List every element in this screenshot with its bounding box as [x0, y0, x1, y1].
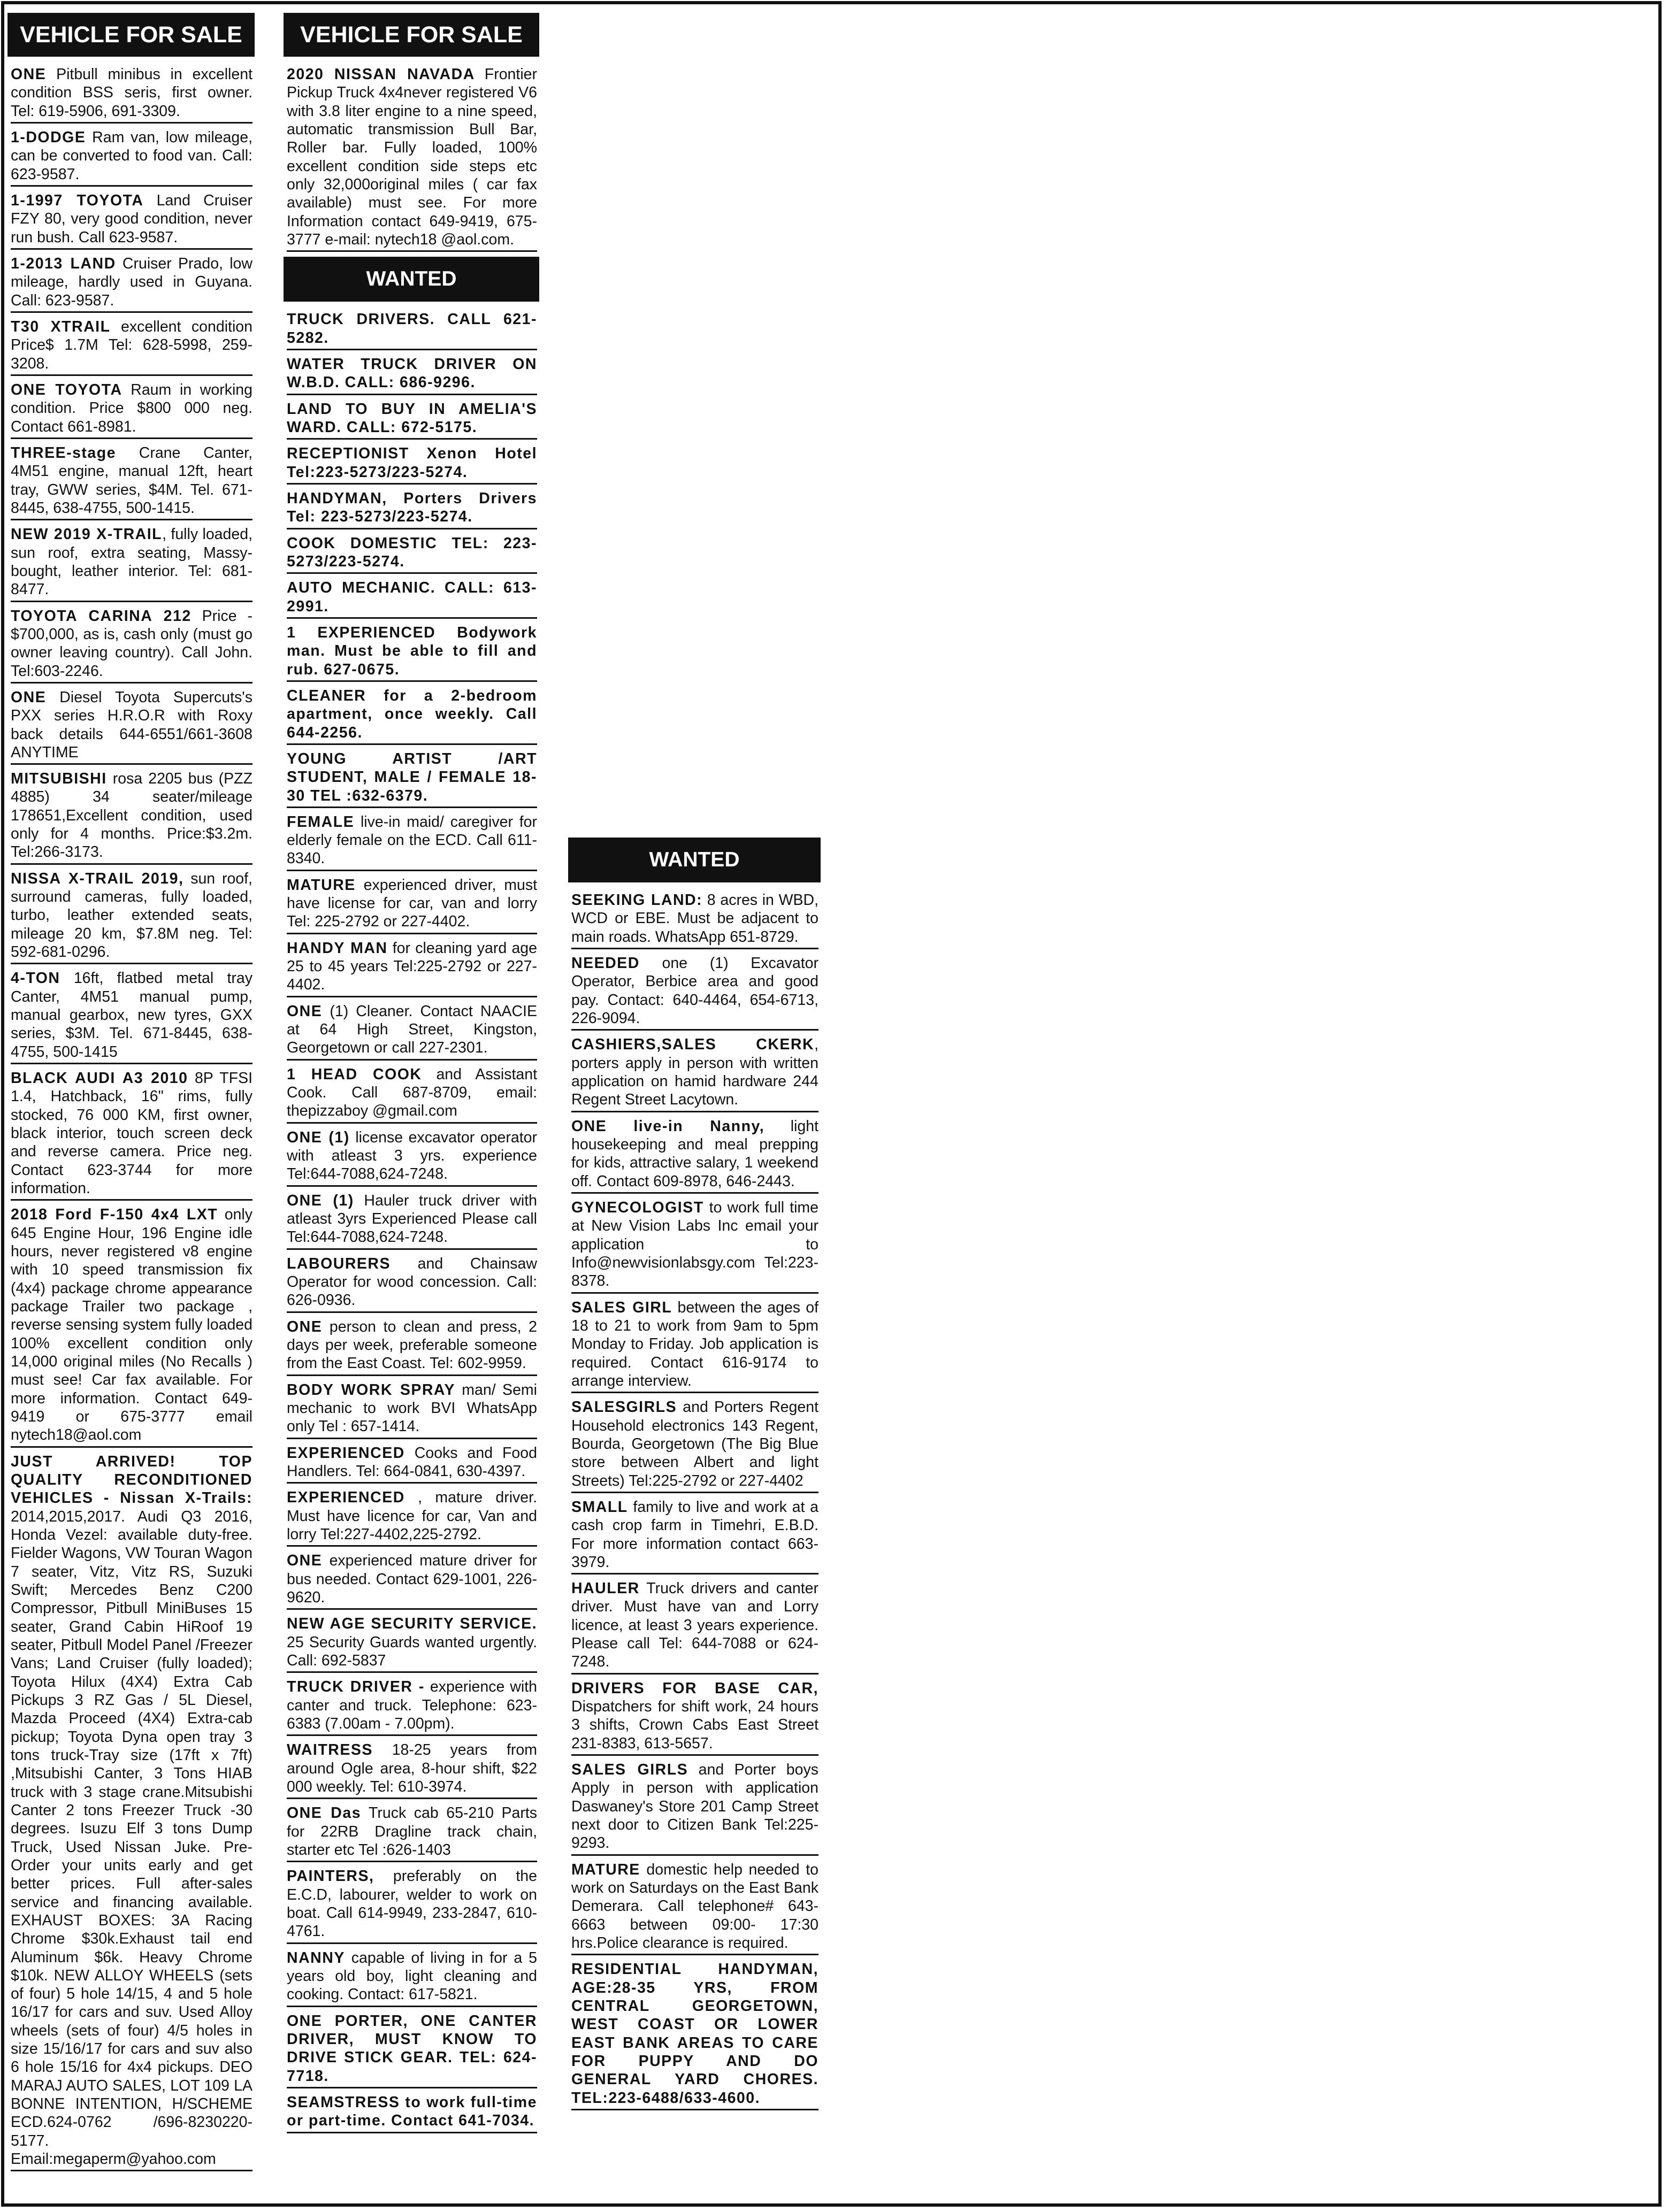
classified-ad	[287, 400, 537, 440]
ad-lead: THREE-stage	[11, 444, 117, 462]
ad-lead: ONE	[287, 1318, 323, 1335]
classified-ad	[287, 1804, 537, 1862]
ad-lead: MATURE	[287, 876, 356, 894]
ad-text: Pitbull minibus in excellent condition BSS seris, first owner. Tel: 619-5906, 691-3309.	[11, 66, 253, 120]
ad-lead: 1 HEAD COOK	[287, 1065, 422, 1083]
classified-ad	[287, 444, 537, 485]
ad-lead: NANNY	[287, 1949, 345, 1967]
ad-lead: NEW 2019 X-TRAIL	[11, 526, 163, 543]
classified-ad	[571, 1117, 818, 1194]
ad-lead: MITSUBISHI	[11, 770, 107, 788]
ad-text: Cruiser Prado, low mileage, hardly used in Guyana. Call: 623-9587.	[11, 255, 253, 309]
ad-lead: 1-1997 TOYOTA	[11, 191, 144, 209]
ad-text: Cooks and Food Handlers. Tel: 664-0841, 630-4397.	[287, 1444, 537, 1480]
ad-lead: ONE	[287, 1002, 323, 1020]
ad-lead: CLEANER for a 2-bedroom apartment, once weekly. Call 644-2256.	[287, 687, 537, 741]
ad-lead: SEEKING LAND:	[571, 892, 703, 909]
ad-lead: YOUNG ARTIST /ART STUDENT, MALE / FEMALE 18-30 TEL :632-6379.	[287, 750, 537, 804]
ad-text: Truck cab 65-210 Parts for 22RB Dragline track chain, starter etc Tel :626-1403	[287, 1804, 537, 1858]
classified-ad	[287, 1949, 537, 2007]
ad-text: (1) Cleaner. Contact NAACIE at 64 High Street, Kingston, Georgetown or call 227-2301.	[287, 1002, 537, 1057]
ad-lead: TRUCK DRIVERS. CALL 621-5282.	[287, 311, 537, 347]
ad-lead: BODY WORK SPRAY	[287, 1381, 455, 1399]
ad-text: and Porter boys Apply in person with application Daswaney's Store 201 Camp Street next door to Citizen Bank Tel:225-9293.	[571, 1761, 818, 1852]
ad-text: and Porters Regent Household electronics 143 Regent, Bourda, Georgetown (The Big Blue store between Albert and light Streets) Tel:225-2792 or 227-4402	[571, 1399, 818, 1489]
ad-text: one (1) Excavator Operator, Berbice area and good pay. Contact: 640-4464, 654-6713, 226-9094.	[571, 954, 818, 1027]
ad-lead: AUTO MECHANIC. CALL: 613-2991.	[287, 579, 537, 615]
classified-ad	[571, 1035, 818, 1112]
classified-ad	[287, 1678, 537, 1736]
classified-ad	[11, 444, 253, 520]
classified-ad	[11, 65, 253, 124]
ad-text: Hauler truck driver with atleast 3yrs Experienced Please call Tel:644-7088,624-7248.	[287, 1192, 537, 1246]
classified-ad	[287, 624, 537, 682]
ad-lead: BLACK AUDI A3 2010	[11, 1070, 188, 1087]
classified-ad	[571, 1679, 818, 1756]
classified-ad	[571, 1761, 818, 1856]
ad-lead: HAULER	[571, 1580, 640, 1597]
ad-text: family to live and work at a cash crop farm in Timehri, E.B.D. For more information contact 663-3979.	[571, 1498, 818, 1571]
ad-list	[7, 57, 255, 2171]
classified-ad	[287, 813, 537, 871]
ad-text: and Chainsaw Operator for wood concession. Call: 626-0936.	[287, 1255, 537, 1309]
ad-lead: 1-DODGE	[11, 128, 86, 146]
ad-lead: HANDYMAN, Porters Drivers Tel: 223-5273/223-5274.	[287, 489, 537, 526]
ad-lead: 4-TON	[11, 970, 60, 987]
classified-ad	[11, 969, 253, 1064]
ad-lead: TRUCK DRIVER -	[287, 1678, 425, 1696]
classified-ad	[287, 1741, 537, 1799]
ad-text: Frontier Pickup Truck 4x4never registered V6 with 3.8 liter engine to a nine speed, automatic transmission Bull Bar, Roller bar. Fully loaded, 100% excellent condition side steps etc only 32,000original miles ( car fax available) must see. For more Information contact 649-9419, 675-3777 e-mail: nytech18 @aol.com.	[287, 66, 537, 248]
ad-lead: ONE PORTER, ONE CANTER DRIVER, MUST KNOW TO DRIVE STICK GEAR. TEL: 624-7718.	[287, 2012, 537, 2085]
ad-lead: MATURE	[571, 1861, 640, 1878]
classified-ad	[571, 1861, 818, 1956]
wanted-list	[284, 302, 539, 2133]
section-heading: WANTED	[568, 838, 821, 882]
ad-lead: NISSA X-TRAIL 2019,	[11, 870, 184, 887]
ad-lead: 2018 Ford F-150 4x4 LXT	[11, 1206, 218, 1224]
ad-text: man/ Semi mechanic to work BVI WhatsApp only Tel : 657-1414.	[287, 1381, 537, 1435]
ad-text: , mature driver. Must have licence for car, Van and lorry Tel:227-4402,225-2792.	[287, 1489, 537, 1543]
classified-ad	[287, 1552, 537, 1610]
ad-text: Ram van, low mileage, can be converted to food van. Call: 623-9587.	[11, 128, 253, 183]
classified-ad	[571, 1398, 818, 1493]
ad-text: Price - $700,000, as is, cash only (must go owner leaving country). Call John. Tel:603-2246.	[11, 607, 253, 680]
ad-text: Dispatchers for shift work, 24 hours 3 shifts, Crown Cabs East Street 231-8383, 613-5657.	[571, 1698, 818, 1752]
classified-ad	[287, 1444, 537, 1484]
classified-ad	[287, 310, 537, 350]
ad-lead: ONE	[11, 66, 47, 83]
classified-ad	[287, 2012, 537, 2088]
classified-ad	[571, 1579, 818, 1675]
ad-text: 16ft, flatbed metal tray Canter, 4M51 manual pump, manual gearbox, new tyres, GXX series, $3M. Tel. 671-8445, 638-4755, 500-1415	[11, 970, 253, 1061]
ad-text: sun roof, surround cameras, fully loaded, turbo, leather extended seats, mileage 20 km, $7.8M neg. Tel: 592-681-0296.	[11, 870, 253, 961]
ad-lead: NEW AGE SECURITY SERVICE.	[287, 1615, 537, 1633]
ad-text: Truck drivers and canter driver. Must have van and Lorry licence, at least 3 years experience. Please call Tel: 644-7088 or 624-7248.	[571, 1580, 818, 1671]
ad-text: Crane Canter, 4M51 engine, manual 12ft, heart tray, GWW series, $4M. Tel. 671-8445, 638-4755, 500-1415.	[11, 444, 253, 517]
classified-ad	[287, 687, 537, 745]
classified-ad	[287, 1255, 537, 1313]
ad-lead: ONE Das	[287, 1804, 362, 1822]
classified-ad	[287, 1488, 537, 1547]
classified-ad	[287, 1002, 537, 1061]
classified-ad	[571, 1199, 818, 1294]
classified-ad	[287, 489, 537, 529]
ad-lead: ONE (1)	[287, 1192, 354, 1209]
classified-ad	[287, 1128, 537, 1187]
classified-ad	[571, 1498, 818, 1574]
ad-lead: ONE live-in Nanny,	[571, 1117, 765, 1135]
ad-text: 2014,2015,2017. Audi Q3 2016, Honda Vezel: available duty-free. Fielder Wagons, VW Touran Wagon 7 seater, Vitz, Vitz RS, Suzuki Swift; Mercedes Benz C200 Compressor, Pitbull MiniBuses 15 seater, Grand Cabin HiRoof 19 seater, Pitbull Model Panel /Freezer Vans; Land Cruiser (fully loaded); Toyota Hilux (4X4) Extra Cab Pickups 3 RZ Gas / 5L Diesel, Mazda Proceed (4X4) Extra-cab pickup; Toyota Dyna open tray 3 tons truck-Tray size (17ft x 7ft) ,Mitsubishi Canter, 3 Tons HIAB truck with 3 stage crane.Mitsubishi Canter 2 tons Freezer Truck -30 degrees. Isuzu Elf 3 tons Dump Truck, Used Nissan Juke. Pre-Order your units early and get better prices. Full after-sales service and financing available. EXHAUST BOXES: 3A Racing Chrome $30k.Exhaust tail end Aluminum $6k. Heavy Chrome $10k. NEW ALLOY WHEELS (sets of four) 5 hole 14/15, 4 and 5 hole 16/17 for cars and suv. Used Alloy wheels (sets of four) 4/5 holes in size 15/16/17 for cars and suv also 6 hole 15/16 for 4x4 pickups. DEO MARAJ AUTO SALES, LOT 109 LA BONNE INTENTION, H/SCHEME ECD.624-0762 /696-8230220-5177. Email:megaperm@yahoo.com	[11, 1508, 253, 2168]
classified-ad	[287, 1192, 537, 1250]
ad-text: domestic help needed to work on Saturdays on the East Bank Demerara. Call telephone# 643-6663 between 09:00- 17:30 hrs.Police clearance is required.	[571, 1861, 818, 1952]
ad-text: 25 Security Guards wanted urgently. Call: 692-5837	[287, 1633, 537, 1669]
ad-lead: 1 EXPERIENCED Bodywork man. Must be able to fill and rub. 627-0675.	[287, 624, 537, 678]
ad-text: capable of living in for a 5 years old boy, light cleaning and cooking. Contact: 617-5821.	[287, 1949, 537, 2003]
classified-ad	[11, 255, 253, 313]
ad-list	[284, 57, 539, 252]
ad-text: Land Cruiser FZY 80, very good condition, never run bush. Call 623-9587.	[11, 191, 253, 246]
ad-lead: ONE TOYOTA	[11, 381, 123, 398]
ad-text: license excavator operator with atleast 3 yrs. experience Tel:644-7088,624-7248.	[287, 1128, 537, 1183]
ad-lead: SEAMSTRESS to work full-time or part-time. Contact 641-7034.	[287, 2093, 537, 2130]
classified-ad	[287, 1318, 537, 1376]
classified-ad	[11, 870, 253, 965]
ad-list	[568, 882, 821, 2110]
ad-text: live-in maid/ caregiver for elderly female on the ECD. Call 611-8340.	[287, 813, 537, 867]
ad-lead: FEMALE	[287, 813, 355, 831]
ad-lead: LAND TO BUY IN AMELIA'S WARD. CALL: 672-5175.	[287, 400, 537, 436]
classified-ad	[287, 2093, 537, 2133]
ad-text: 18-25 years from around Ogle area, 8-hour shift, $22 000 weekly. Tel: 610-3974.	[287, 1741, 537, 1795]
classified-ad	[287, 1867, 537, 1944]
classified-ad	[287, 355, 537, 395]
classified-ad	[11, 688, 253, 765]
ad-lead: EXPERIENCED	[287, 1489, 405, 1507]
classified-ad	[11, 1205, 253, 1447]
wanted-heading: WANTED	[284, 257, 539, 302]
ad-lead: 1-2013 LAND	[11, 255, 116, 272]
ad-lead: ONE	[287, 1552, 323, 1570]
ad-lead: ONE (1)	[287, 1128, 350, 1146]
column-wanted-3	[568, 838, 821, 2115]
ad-lead: JUST ARRIVED! TOP QUALITY RECONDITIONED VEHICLES - Nissan X-Trails:	[11, 1453, 253, 1507]
ad-text: between the ages of 18 to 21 to work from 9am to 5pm Monday to Friday. Job application is required. Contact 616-9174 to arrange interview.	[571, 1299, 818, 1389]
classified-ad	[11, 1069, 253, 1201]
classified-ad	[287, 876, 537, 934]
ad-text: light housekeeping and meal prepping for kids, attractive salary, 1 weekend off. Contact 609-8978, 646-2443.	[571, 1117, 819, 1190]
classified-ad	[11, 607, 253, 683]
classified-ad	[11, 128, 253, 187]
ad-lead: T30 XTRAIL	[11, 318, 111, 335]
classified-ad	[287, 65, 537, 252]
ad-text: Raum in working condition. Price $800 000 neg. Contact 661-8981.	[11, 381, 253, 435]
ad-text: and Assistant Cook. Call 687-8709, email: thepizzaboy @gmail.com	[287, 1065, 537, 1120]
ad-text: to work full time at New Vision Labs Inc email your application to Info@newvisionlabsgy.com Tel:223-8378.	[571, 1199, 818, 1290]
classified-ad	[571, 1960, 818, 2110]
classified-ad	[287, 1381, 537, 1439]
ad-text: experienced mature driver for bus needed. Contact 629-1001, 226-9620.	[287, 1552, 537, 1606]
ad-text: experienced driver, must have license for car, van and lorry Tel: 225-2792 or 227-4402.	[287, 876, 537, 931]
ad-lead: TOYOTA CARINA 212	[11, 607, 192, 625]
ad-text: person to clean and press, 2 days per week, preferable someone from the East Coast. Tel: 602-9959.	[287, 1318, 537, 1372]
section-heading: VEHICLE FOR SALE	[7, 13, 255, 57]
ad-lead: WAITRESS	[287, 1741, 373, 1759]
ad-lead: RECEPTIONIST Xenon Hotel Tel:223-5273/223-5274.	[287, 445, 537, 481]
ad-lead: LABOURERS	[287, 1255, 391, 1272]
ad-text: 8 acres in WBD, WCD or EBE. Must be adjacent to main roads. WhatsApp 651-8729.	[571, 892, 819, 946]
ad-lead: SALES GIRLS	[571, 1761, 688, 1779]
ad-lead: COOK DOMESTIC TEL: 223-5273/223-5274.	[287, 534, 537, 570]
classified-ad	[287, 939, 537, 997]
ad-text: excellent condition Price$ 1.7M Tel: 628-5998, 259-3208.	[11, 318, 253, 372]
ad-lead: NEEDED	[571, 954, 640, 972]
section-heading: VEHICLE FOR SALE	[284, 13, 539, 57]
classified-ad	[287, 1615, 537, 1673]
ad-lead: HANDY MAN	[287, 939, 388, 957]
classified-ad	[11, 191, 253, 250]
ad-text: for cleaning yard age 25 to 45 years Tel:225-2792 or 227-4402.	[287, 939, 537, 994]
classified-ad	[571, 954, 818, 1031]
classified-ad	[287, 579, 537, 619]
classified-ad	[11, 770, 253, 865]
column-vehicle-for-sale-1	[7, 13, 255, 2176]
ad-text: Diesel Toyota Supercuts's PXX series H.R.O.R with Roxy back details 644-6551/661-3608 ANYTIME	[11, 688, 253, 761]
ad-lead: CASHIERS,SALES CKERK	[571, 1036, 815, 1054]
ad-text: , fully loaded, sun roof, extra seating, Massy-bought, leather interior. Tel: 681-8477.	[11, 526, 253, 598]
ad-lead: GYNECOLOGIST	[571, 1199, 704, 1216]
ad-text: only 645 Engine Hour, 196 Engine idle hours, never registered v8 engine with 10 speed transmission fix (4x4) package chrome appearance package Trailer two package , reverse sensing system fully loaded 100% excellent condition only 14,000 original miles (No Recalls ) must see! Car fax available. For more information. Contact 649-9419 or 675-3777 email nytech18@aol.com	[11, 1206, 253, 1444]
column-vehicle-for-sale-2	[284, 13, 539, 2138]
ad-text: preferably on the E.C.D, labourer, welder to work on boat. Call 614-9949, 233-2847, 610-4761.	[287, 1868, 537, 1940]
ad-lead: SMALL	[571, 1498, 628, 1516]
classified-ad	[571, 1299, 818, 1394]
ad-lead: ONE	[11, 688, 47, 706]
ad-text: experience with canter and truck. Telephone: 623-6383 (7.00am - 7.00pm).	[287, 1678, 537, 1732]
classified-ad	[11, 381, 253, 439]
ad-lead: EXPERIENCED	[287, 1444, 405, 1462]
classified-ad	[11, 525, 253, 602]
ad-text: , porters apply in person with written application on hamid hardware 244 Regent Street Lacytown.	[571, 1036, 818, 1109]
classified-ad	[287, 534, 537, 574]
classified-ad	[287, 750, 537, 808]
classified-ad	[287, 1065, 537, 1124]
classified-ad	[11, 1453, 253, 2172]
ad-lead: DRIVERS FOR BASE CAR,	[571, 1679, 818, 1697]
ad-lead: 2020 NISSAN NAVADA	[287, 66, 475, 83]
ad-text: rosa 2205 bus (PZZ 4885) 34 seater/mileage 178651,Excellent condition, used only for 4 months. Price:$3.2m. Tel:266-3173.	[11, 770, 253, 861]
ad-lead: PAINTERS,	[287, 1868, 374, 1885]
ad-text: 8P TFSI 1.4, Hatchback, 16" rims, fully stocked, 76 000 KM, first owner, black interior, touch screen deck and reverse camera. Price neg. Contact 623-3744 for more information.	[11, 1070, 253, 1197]
ad-lead: WATER TRUCK DRIVER ON W.B.D. CALL: 686-9296.	[287, 355, 537, 391]
ad-lead: SALESGIRLS	[571, 1399, 677, 1416]
classified-ad	[11, 318, 253, 376]
classified-ad	[571, 891, 818, 949]
ad-lead: SALES GIRL	[571, 1299, 672, 1316]
ad-lead: RESIDENTIAL HANDYMAN, AGE:28-35 YRS, FROM CENTRAL GEORGETOWN, WEST COAST OR LOWER EAST BANK AREAS TO CARE FOR PUPPY AND DO GENERAL YARD CHORES. TEL:223-6488/633-4600.	[571, 1961, 818, 2107]
